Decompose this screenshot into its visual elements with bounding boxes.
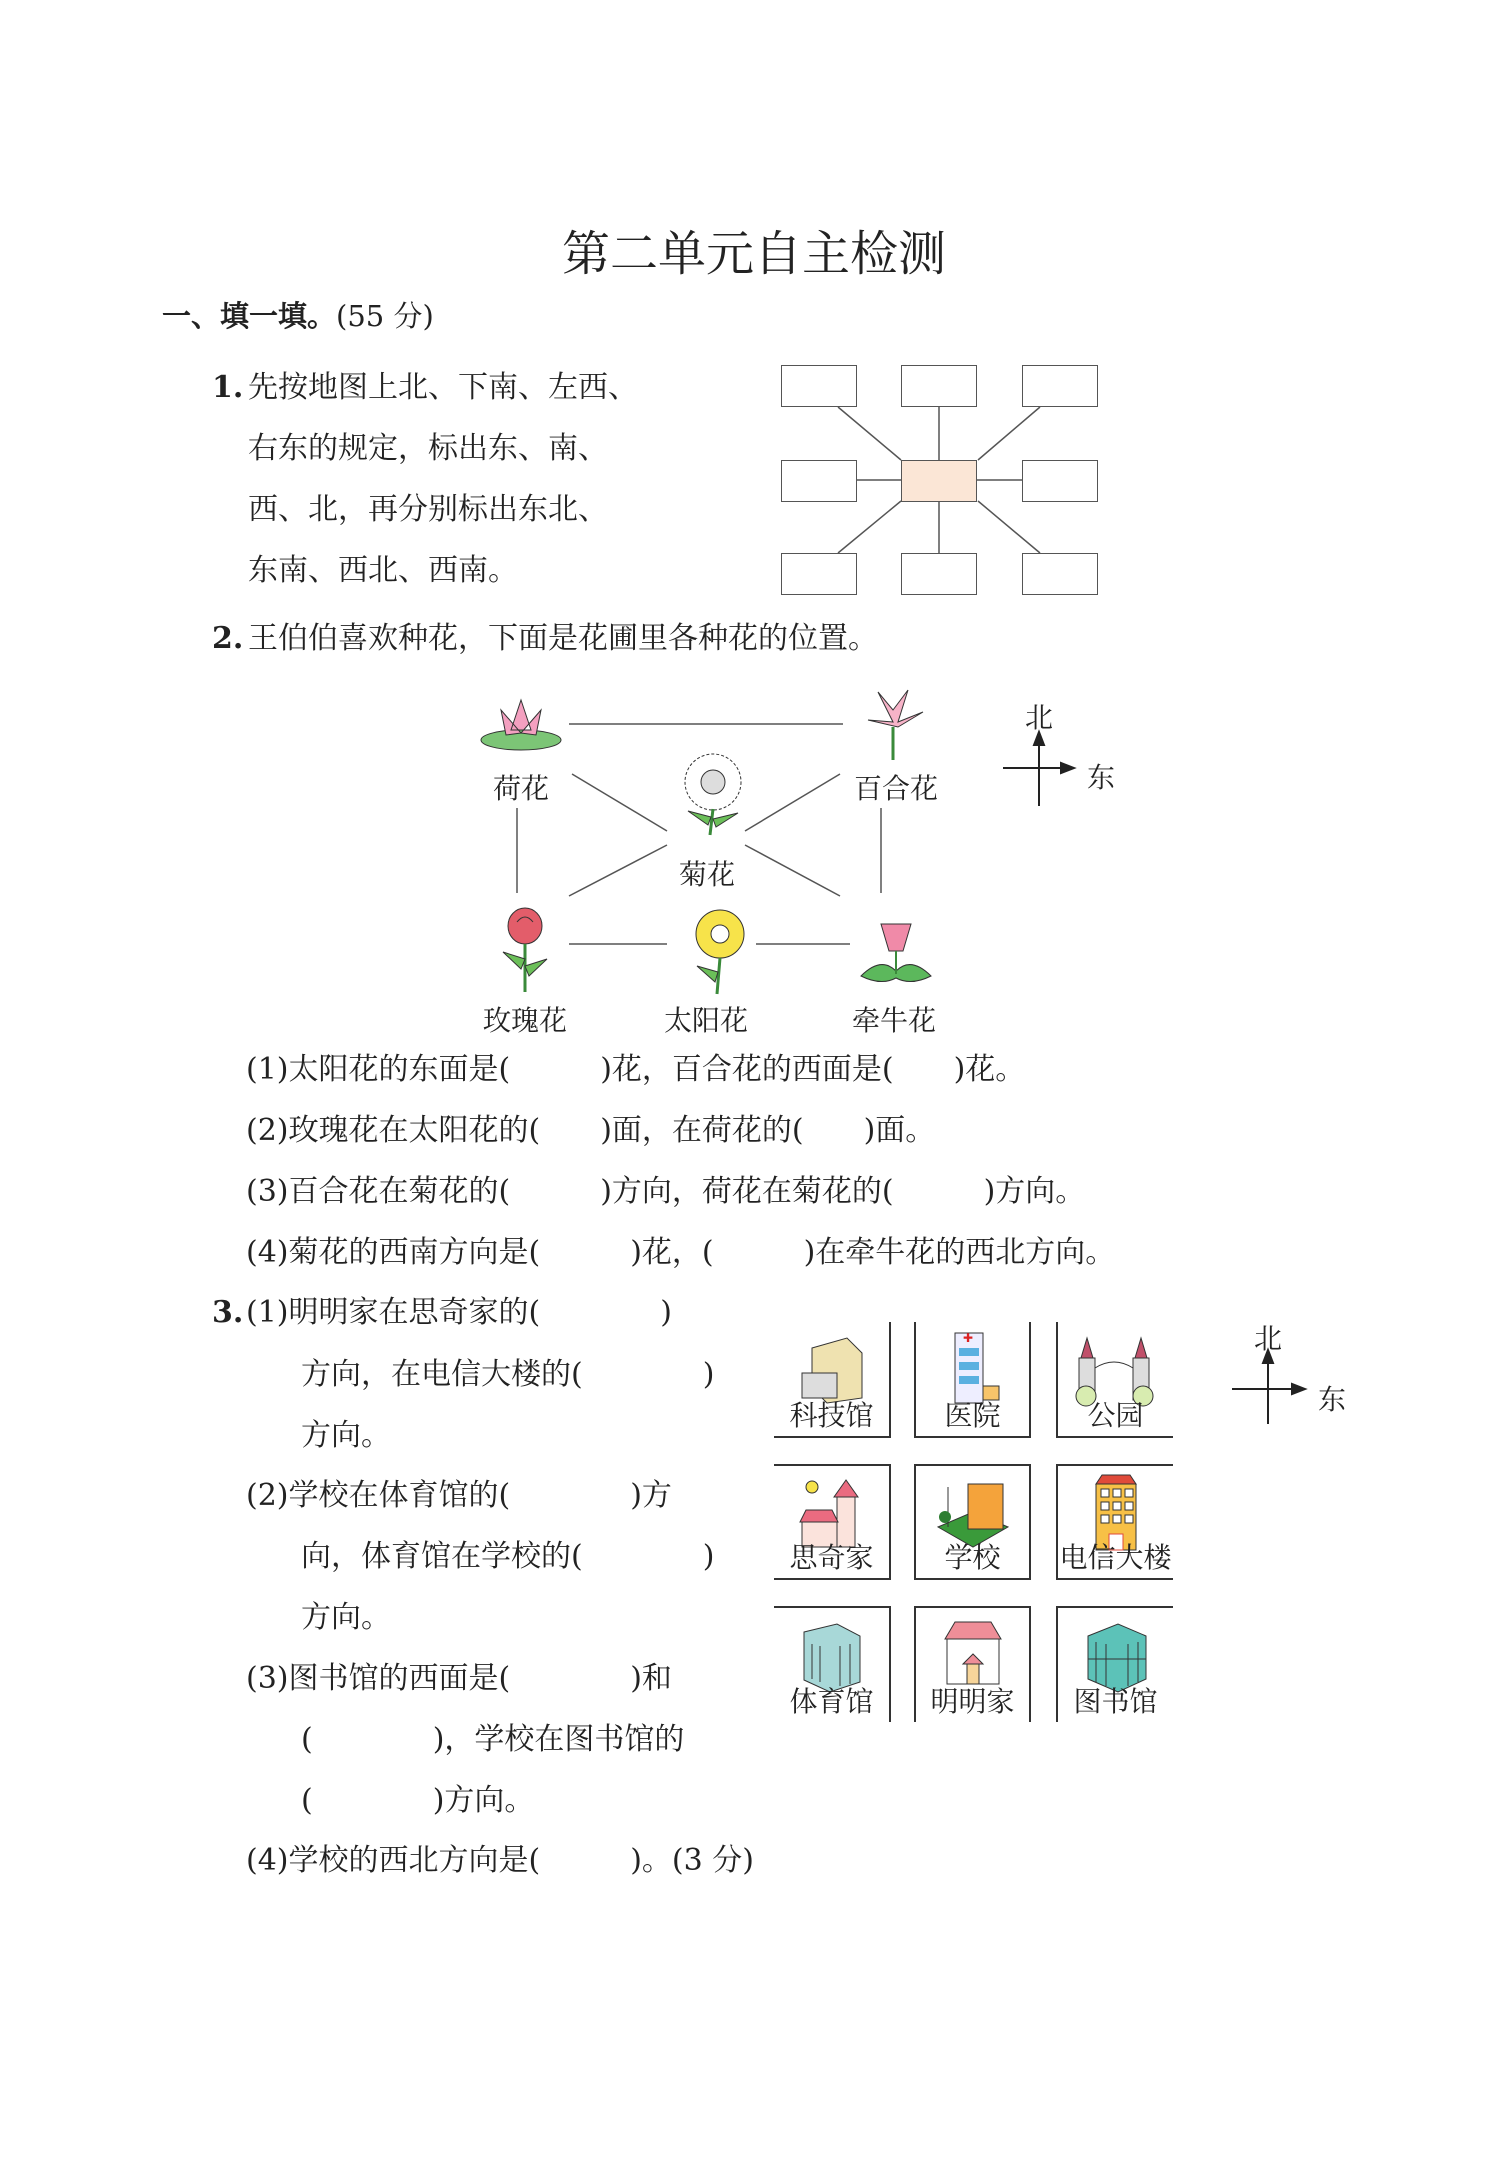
q3-line: ( )方向。 xyxy=(301,1783,535,1818)
place-cell-hospital xyxy=(914,1322,1031,1438)
flower-label-morning-glory: 牵牛花 xyxy=(851,1004,937,1037)
q3-line: 方向，在电信大楼的( ) xyxy=(301,1357,715,1392)
blank-box-north[interactable] xyxy=(901,365,977,407)
place-label: 图书馆 xyxy=(1073,1685,1158,1718)
q3-line: 向，体育馆在学校的( ) xyxy=(301,1539,715,1574)
q3-line: 方向。 xyxy=(301,1418,391,1453)
blank-box-southeast[interactable] xyxy=(1022,553,1098,595)
lily-icon xyxy=(858,682,928,762)
morning-glory-icon xyxy=(851,916,941,996)
q3-line: (1)明明家在思奇家的( ) xyxy=(246,1295,672,1330)
q3-line: (2)学校在体育馆的( )方 xyxy=(246,1478,672,1513)
q2-number: 2. xyxy=(212,621,244,656)
place-label: 思奇家 xyxy=(789,1541,874,1574)
section-score: (55 分) xyxy=(336,299,434,333)
sunflower-icon xyxy=(685,906,755,996)
place-cell-school xyxy=(914,1464,1031,1580)
compass-east-label: 东 xyxy=(1086,761,1116,794)
page-title: 第二单元自主检测 xyxy=(561,226,946,282)
blank-box-south[interactable] xyxy=(901,553,977,595)
place-cell-siqi-home xyxy=(774,1464,891,1580)
place-label: 电信大楼 xyxy=(1059,1541,1172,1574)
q3-line: (3)图书馆的西面是( )和 xyxy=(246,1661,672,1696)
place-label: 明明家 xyxy=(930,1685,1015,1718)
blank-box-northwest[interactable] xyxy=(781,365,857,407)
place-cell-science-museum xyxy=(774,1322,891,1438)
q1-line: 右东的规定，标出东、南、 xyxy=(248,431,608,466)
q2-sub-4: (4)菊花的西南方向是( )花，( )在牵牛花的西北方向。 xyxy=(246,1235,1116,1270)
blank-box-northeast[interactable] xyxy=(1022,365,1098,407)
rose-icon xyxy=(495,904,555,994)
flower-label-sunflower: 太阳花 xyxy=(663,1004,749,1037)
place-label: 医院 xyxy=(944,1399,1001,1432)
compass-east-label: 东 xyxy=(1317,1383,1347,1416)
place-cell-library xyxy=(1056,1606,1173,1722)
q3-line: 方向。 xyxy=(301,1600,391,1635)
q3-number: 3. xyxy=(212,1295,244,1330)
q1-line: 西、北，再分别标出东北、 xyxy=(248,492,608,527)
blank-box-southwest[interactable] xyxy=(781,553,857,595)
q2-intro: 王伯伯喜欢种花，下面是花圃里各种花的位置。 xyxy=(248,621,878,656)
q1-number: 1. xyxy=(212,370,244,405)
place-label: 学校 xyxy=(944,1541,1001,1574)
place-label: 体育馆 xyxy=(789,1685,874,1718)
place-label: 公园 xyxy=(1087,1399,1144,1432)
place-cell-gym xyxy=(774,1606,891,1722)
flower-label-lily: 百合花 xyxy=(853,772,939,805)
center-box xyxy=(901,460,977,502)
q1-line: 先按地图上北、下南、左西、 xyxy=(248,370,638,405)
place-cell-telecom-building xyxy=(1056,1464,1173,1580)
place-cell-park xyxy=(1056,1322,1173,1438)
flower-label-lotus: 荷花 xyxy=(492,772,550,805)
q3-line: ( )，学校在图书馆的 xyxy=(301,1722,685,1757)
chrysanthemum-icon xyxy=(668,747,758,837)
q1-line: 东南、西北、西南。 xyxy=(248,553,518,588)
section-label: 一、填一填。 xyxy=(162,299,337,333)
place-label: 科技馆 xyxy=(789,1399,874,1432)
q2-sub-3: (3)百合花在菊花的( )方向，荷花在菊花的( )方向。 xyxy=(246,1174,1086,1209)
blank-box-east[interactable] xyxy=(1022,460,1098,502)
svg-text:✚: ✚ xyxy=(962,1331,973,1345)
lotus-icon xyxy=(476,685,566,755)
blank-box-west[interactable] xyxy=(781,460,857,502)
q3-line: (4)学校的西北方向是( )。(3 分) xyxy=(246,1843,754,1878)
flower-label-rose: 玫瑰花 xyxy=(482,1004,568,1037)
place-cell-mingming-home xyxy=(914,1606,1031,1722)
compass-north-label: 北 xyxy=(1024,701,1054,734)
flower-label-chrysanthemum: 菊花 xyxy=(678,858,736,891)
q2-sub-2: (2)玫瑰花在太阳花的( )面，在荷花的( )面。 xyxy=(246,1113,936,1148)
compass-north-label: 北 xyxy=(1253,1322,1283,1355)
q2-sub-1: (1)太阳花的东面是( )花，百合花的西面是( )花。 xyxy=(246,1052,1026,1087)
